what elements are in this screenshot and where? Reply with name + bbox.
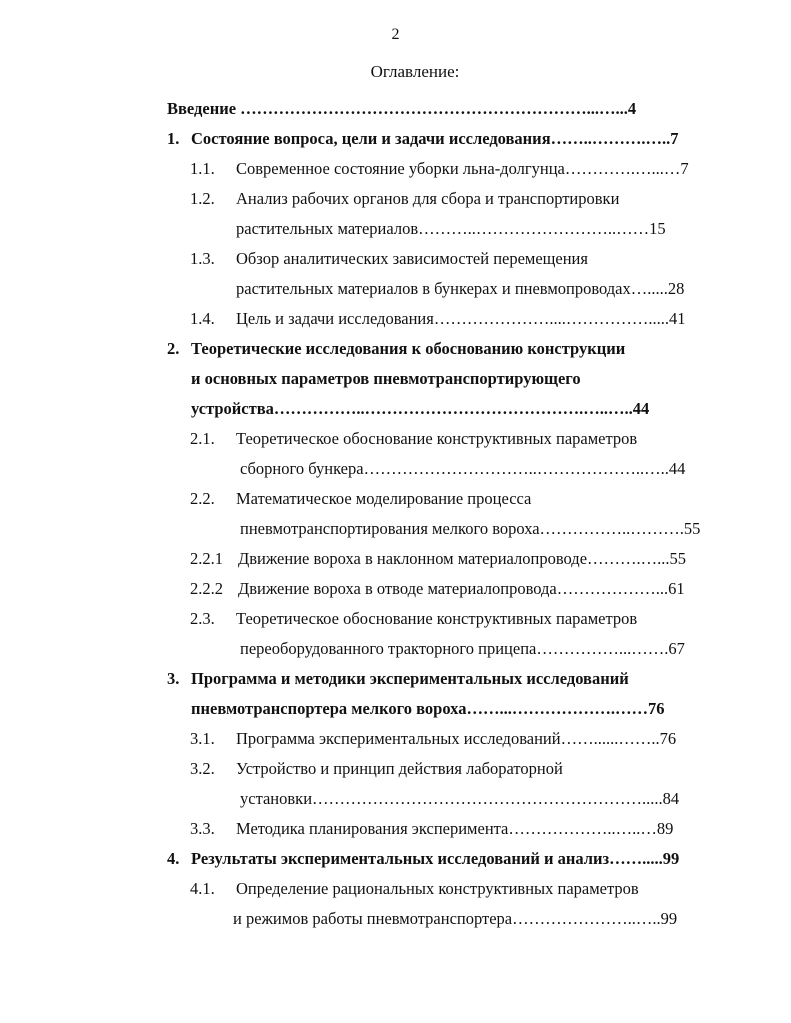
toc-number: 1.3. — [190, 249, 215, 268]
toc-text: Теоретическое обоснование конструктивных параметров — [236, 429, 638, 448]
toc-text: Устройство и принцип действия лабораторной — [236, 759, 563, 778]
table-of-contents — [0, 90, 791, 990]
toc-number: 3.2. — [190, 759, 215, 778]
toc-number: 1.2. — [190, 189, 215, 208]
toc-entry-chapter-2-continued[interactable] — [191, 368, 581, 390]
toc-text: Результаты экспериментальных исследований и анализ…….....99 — [191, 849, 680, 868]
toc-text: Программа экспериментальных исследований……......……..76 — [236, 729, 677, 748]
toc-number: 1.4. — [190, 309, 215, 328]
toc-text: переоборудованного тракторного прицепа……………...…….67 — [240, 639, 685, 658]
toc-text: Современное состояние уборки льна-долгунца………….…...…7 — [236, 159, 689, 178]
toc-entry-chapter-2-continued-2[interactable] — [191, 398, 649, 420]
toc-text: Теоретические исследования к обоснованию конструкции — [191, 339, 626, 358]
toc-text: Программа и методики экспериментальных исследований — [191, 669, 629, 688]
toc-text: растительных материалов в бункерах и пневмопроводах….....28 — [236, 279, 685, 298]
toc-number: 2.2. — [190, 489, 215, 508]
toc-number: 3.1. — [190, 729, 215, 748]
toc-text: Математическое моделирование процесса — [236, 489, 532, 508]
toc-text: Анализ рабочих органов для сбора и транспортировки — [236, 189, 620, 208]
toc-number: 4. — [167, 849, 180, 868]
toc-text: Состояние вопроса, цели и задачи исследования……..……….…..7 — [191, 129, 679, 148]
toc-entry-section-2-2-continued[interactable] — [240, 518, 700, 540]
toc-text: и основных параметров пневмотранспортирующего — [191, 369, 581, 388]
toc-number: 2.2.1 — [190, 549, 223, 568]
page-number: 2 — [391, 26, 400, 43]
toc-number: 2.2.2 — [190, 579, 223, 598]
toc-entry-section-2-1-continued[interactable] — [240, 458, 685, 480]
toc-heading: Оглавление: — [370, 62, 460, 81]
toc-text: установки…………………………………………………….....84 — [240, 789, 680, 808]
toc-entry-chapter-3-continued[interactable] — [191, 698, 664, 720]
toc-number: 2.3. — [190, 609, 215, 628]
toc-text: Движение вороха в наклонном материалопроводе……….…...55 — [238, 549, 687, 568]
toc-number: 2. — [167, 339, 180, 358]
toc-text: сборного бункера…………………………..………………..…..44 — [240, 459, 686, 478]
toc-text: Методика планирования эксперимента………………..…..…89 — [236, 819, 674, 838]
toc-text: пневмотранспортирования мелкого вороха……………..……….55 — [240, 519, 701, 538]
toc-text: и режимов работы пневмотранспортера…………………..…..99 — [233, 909, 678, 928]
toc-entry-section-2-3-continued[interactable] — [240, 638, 685, 660]
toc-number: 1.1. — [190, 159, 215, 178]
toc-number: 3. — [167, 669, 180, 688]
toc-number: 1. — [167, 129, 180, 148]
toc-entry-section-1-2-continued[interactable] — [236, 218, 666, 240]
toc-text: устройства……………..………………………………….…..…..44 — [191, 399, 650, 418]
toc-entry-intro-text: Введение ………………………………………………………...…...4 — [167, 99, 637, 118]
toc-entry-section-1-3-continued[interactable] — [236, 278, 684, 300]
toc-entry-section-4-1-continued[interactable] — [233, 908, 677, 930]
toc-text: пневмотранспортера мелкого вороха……...……………….……76 — [191, 699, 665, 718]
toc-text: Определение рациональных конструктивных параметров — [236, 879, 639, 898]
toc-number: 2.1. — [190, 429, 215, 448]
toc-number: 4.1. — [190, 879, 215, 898]
toc-text: растительных материалов………..……………………..……15 — [236, 219, 666, 238]
toc-text: Цель и задачи исследования…………………....…………….....41 — [236, 309, 686, 328]
toc-text: Обзор аналитических зависимостей перемещения — [236, 249, 588, 268]
toc-text: Теоретическое обоснование конструктивных параметров — [236, 609, 638, 628]
toc-entry-intro[interactable] — [167, 98, 636, 120]
toc-text: Движение вороха в отводе материалопровода………………...61 — [238, 579, 685, 598]
toc-number: 3.3. — [190, 819, 215, 838]
toc-entry-section-3-2-continued[interactable] — [240, 788, 679, 810]
